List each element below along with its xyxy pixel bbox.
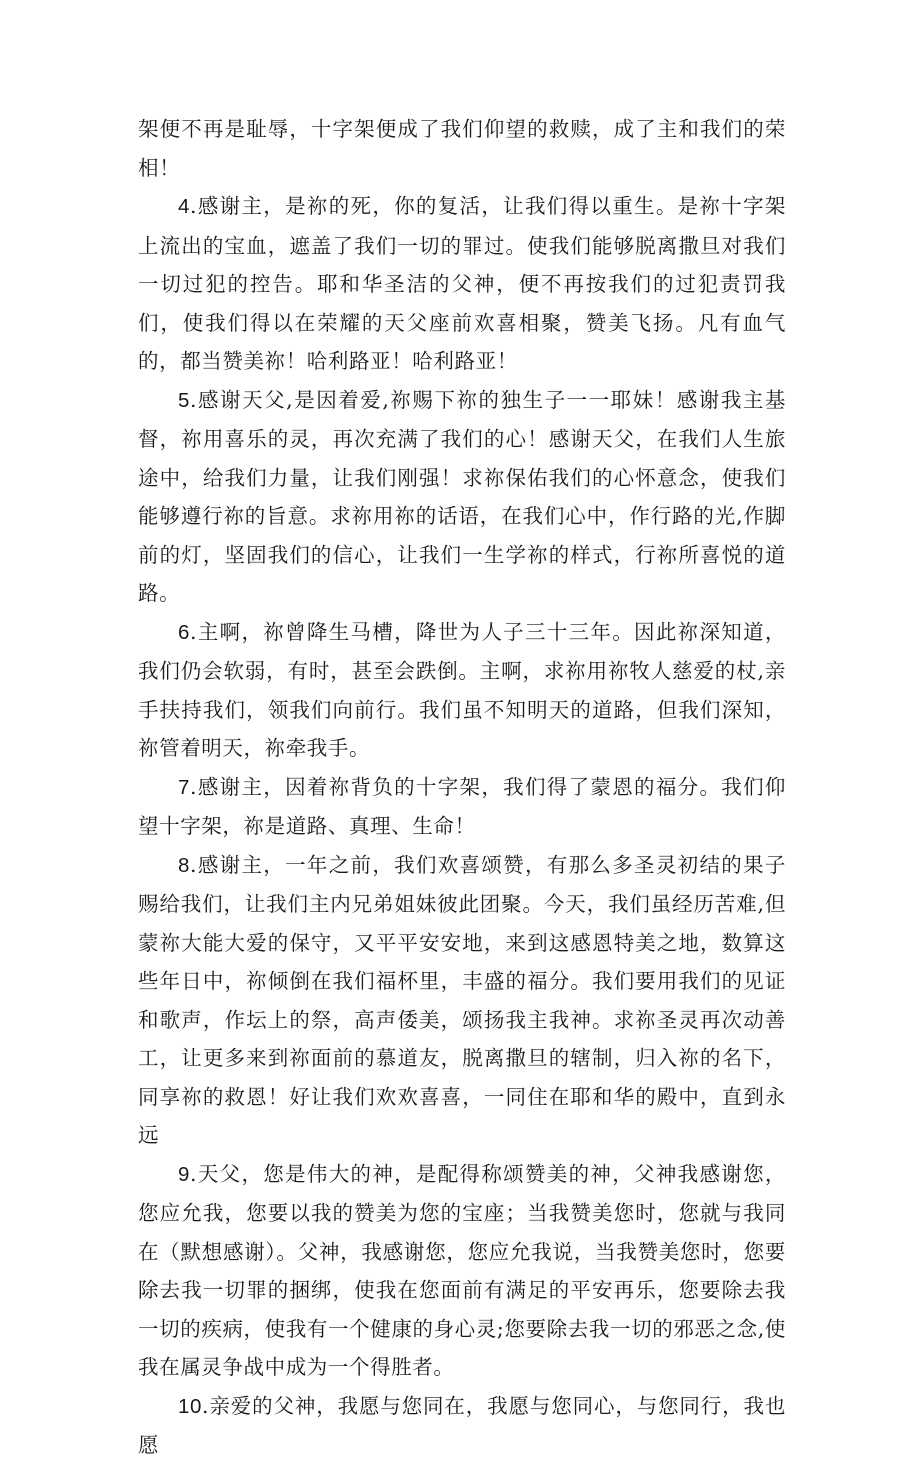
paragraph-item-9 [138,1155,786,1387]
paragraph-text: .感谢主，是祢的死，你的复活，让我们得以重生。是祢十字架上流出的宝血，遮盖了我们一切的罪过。使我们能够脱离撒旦对我们一切过犯的控告。耶和华圣洁的父神，便不再按我们的过犯责罚我们，使我们得以在荣耀的天父座前欢喜相聚，赞美飞扬。凡有血气的，都当赞美祢！哈利路亚！哈利路亚！ [138,194,786,373]
paragraph-text: .感谢主，一年之前，我们欢喜颂赞，有那么多圣灵初结的果子赐给我们，让我们主内兄弟姐妹彼此团聚。今天，我们虽经历苦难,但蒙祢大能大爱的保守，又平平安安地，来到这感恩特美之地，数算这些年日中，祢倾倒在我们福杯里，丰盛的福分。我们要用我们的见证和歌声，作坛上的祭，高声倭美，颂扬我主我神。求祢圣灵再次动善工，让更多来到祢面前的慕道友，脱离撒旦的辖制，归入祢的名下，同享祢的救恩！好让我们欢欢喜喜，一同住在耶和华的殿中，直到永远 [138,852,786,1147]
paragraph-item-7 [138,768,786,846]
paragraph-item-6 [138,613,786,768]
paragraph-number: 7 [178,775,191,799]
paragraph-text: .感谢主，因着祢背负的十字架，我们得了蒙恩的福分。我们仰望十字架，祢是道路、真理、生命！ [138,774,786,838]
paragraph-number: 4 [178,195,191,218]
paragraph-continuation [138,110,786,187]
paragraph-item-5 [138,381,786,613]
paragraph-text: .亲爱的父神，我愿与您同在，我愿与您同心，与您同行，我也愿 [138,1393,786,1457]
paragraph-number: 10 [178,1394,203,1418]
paragraph-item-10 [138,1387,786,1465]
paragraph-text: .天父，您是伟大的神，是配得称颂赞美的神，父神我感谢您，您应允我，您要以我的赞美为您的宝座；当我赞美您时，您就与我同在（默想感谢）。父神，我感谢您，您应允我说，当我赞美您时，您要除去我一切罪的捆绑，使我在您面前有满足的平安再乐，您要除去我一切的疾病，使我有一个健康的身心灵;您要除去我一切的邪恶之念,使我在属灵争战中成为一个得胜者。 [138,1161,786,1379]
paragraph-item-8 [138,846,786,1155]
paragraph-number: 6 [178,620,191,644]
paragraph-text: 架便不再是耻辱，十字架便成了我们仰望的救赎，成了主和我们的荣相！ [138,117,786,180]
paragraph-number: 5 [178,388,191,412]
document-body [138,110,786,1465]
paragraph-item-4 [138,187,786,381]
paragraph-number: 9 [178,1162,191,1186]
paragraph-text: .主啊，祢曾降生马槽，降世为人子三十三年。因此祢深知道，我们仍会软弱，有时，甚至会跌倒。主啊，求祢用祢牧人慈爱的杖,亲手扶持我们，领我们向前行。我们虽不知明天的道路，但我们深知，祢管着明天，祢牵我手。 [138,619,786,760]
paragraph-text: .感谢天父,是因着爱,祢赐下祢的独生子一一耶妹！感谢我主基督，祢用喜乐的灵，再次充满了我们的心！感谢天父，在我们人生旅途中，给我们力量，让我们刚强！求祢保佑我们的心怀意念，使我们能够遵行祢的旨意。求祢用祢的话语，在我们心中，作行路的光,作脚前的灯，坚固我们的信心，让我们一生学祢的样式，行祢所喜悦的道路。 [138,387,786,605]
paragraph-number: 8 [178,853,191,877]
